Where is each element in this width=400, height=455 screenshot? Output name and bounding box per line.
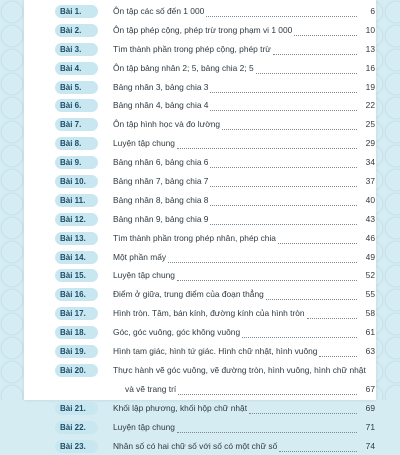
page-number: 58: [359, 304, 375, 323]
toc-row[interactable]: [55, 323, 375, 342]
leader-dots: [168, 261, 357, 263]
leader-dots: [210, 91, 357, 93]
lesson-label: Bài 13.: [55, 232, 98, 245]
lesson-title: Ôn tập bảng nhân 2; 5, bảng chia 2; 5: [113, 59, 254, 78]
lesson-title: Bảng nhân 6, bảng chia 6: [113, 153, 208, 172]
page-number: 69: [359, 399, 375, 418]
leader-dots: [177, 279, 357, 281]
lesson-label: Bài 6.: [55, 99, 98, 112]
toc-row[interactable]: [55, 191, 375, 210]
toc-row[interactable]: [55, 40, 375, 59]
lesson-title: Tìm thành phần trong phép nhân, phép chia: [113, 229, 276, 248]
lesson-title: Bảng nhân 4, bảng chia 4: [113, 96, 208, 115]
lesson-label: Bài 1.: [55, 5, 98, 18]
lesson-title: Ôn tập các số đến 1 000: [113, 2, 204, 21]
leader-dots: [266, 298, 357, 300]
leader-dots: [210, 166, 357, 168]
leader-dots: [278, 242, 357, 244]
page-number: 74: [359, 437, 375, 455]
lesson-title: Nhân số có hai chữ số với số có một chữ số: [113, 437, 277, 455]
page-number: 40: [359, 191, 375, 210]
leader-dots: [279, 450, 357, 452]
lesson-label: Bài 15.: [55, 269, 98, 282]
lesson-label: Bài 22.: [55, 421, 98, 434]
lesson-label: Bài 8.: [55, 137, 98, 150]
lesson-label: Bài 19.: [55, 345, 98, 358]
lesson-label: Bài 18.: [55, 326, 98, 339]
leader-dots: [242, 336, 357, 338]
toc-page: [24, 0, 376, 400]
lesson-label: Bài 12.: [55, 213, 98, 226]
lesson-label: Bài 10.: [55, 175, 98, 188]
lesson-label: Bài 14.: [55, 251, 98, 264]
page-number: 10: [359, 21, 375, 40]
leader-dots: [273, 53, 357, 55]
lesson-title-continued: và vẽ trang trí: [125, 380, 176, 399]
leader-dots: [222, 128, 357, 130]
lesson-title: Luyện tập chung: [113, 266, 175, 285]
page-number: 43: [359, 210, 375, 229]
lesson-title: Ôn tập hình học và đo lường: [113, 115, 220, 134]
toc-row[interactable]: [55, 285, 375, 304]
toc-row[interactable]: [55, 59, 375, 78]
lesson-label: Bài 2.: [55, 24, 98, 37]
lesson-title: Ôn tập phép cộng, phép trừ trong phạm vi 1 000: [113, 21, 292, 40]
leader-dots: [307, 317, 357, 319]
lesson-title: Góc, góc vuông, góc không vuông: [113, 323, 240, 342]
toc-row[interactable]: [55, 399, 375, 418]
lesson-title: Hình tròn. Tâm, bán kính, đường kính của hình tròn: [113, 304, 305, 323]
toc-row[interactable]: [55, 229, 375, 248]
page-number: 34: [359, 153, 375, 172]
toc-row[interactable]: [55, 210, 375, 229]
toc-row[interactable]: [55, 418, 375, 437]
leader-dots: [177, 147, 357, 149]
lesson-title: Bảng nhân 7, bảng chia 7: [113, 172, 208, 191]
toc-row[interactable]: [55, 78, 375, 97]
lesson-title: Khối lập phương, khối hộp chữ nhật: [113, 399, 247, 418]
leader-dots: [177, 431, 357, 433]
page-number: 49: [359, 248, 375, 267]
page-number: 46: [359, 229, 375, 248]
toc-row[interactable]: [55, 115, 375, 134]
leader-dots: [210, 204, 357, 206]
lesson-label: Bài 3.: [55, 43, 98, 56]
toc-row[interactable]: [55, 266, 375, 285]
page-number: 16: [359, 59, 375, 78]
page-number: 22: [359, 96, 375, 115]
lesson-title: Thực hành vẽ góc vuông, vẽ đường tròn, hình vuông, hình chữ nhật: [113, 361, 366, 380]
toc-row[interactable]: [55, 361, 375, 399]
leader-dots: [256, 72, 357, 74]
leader-dots: [249, 412, 357, 414]
lesson-label: Bài 20.: [55, 364, 98, 377]
toc-row[interactable]: [55, 437, 375, 455]
lesson-label: Bài 17.: [55, 307, 98, 320]
leader-dots: [210, 223, 357, 225]
leader-dots: [206, 15, 357, 17]
toc-row[interactable]: [55, 248, 375, 267]
leader-dots: [319, 355, 357, 357]
page-number: 37: [359, 172, 375, 191]
lesson-label: Bài 7.: [55, 118, 98, 131]
toc-row[interactable]: [55, 21, 375, 40]
table-of-contents: [55, 2, 375, 455]
page-number: 61: [359, 323, 375, 342]
toc-row[interactable]: [55, 342, 375, 361]
lesson-label: Bài 21.: [55, 402, 98, 415]
leader-dots: [294, 34, 357, 36]
lesson-label: Bài 9.: [55, 156, 98, 169]
toc-row[interactable]: [55, 304, 375, 323]
leader-dots: [178, 393, 357, 395]
toc-row[interactable]: [55, 153, 375, 172]
page-number: 63: [359, 342, 375, 361]
page-number: 13: [359, 40, 375, 59]
lesson-label: Bài 11.: [55, 194, 98, 207]
lesson-title: Hình tam giác, hình tứ giác. Hình chữ nhật, hình vuông: [113, 342, 317, 361]
lesson-label: Bài 4.: [55, 62, 98, 75]
lesson-title: Bảng nhân 8, bảng chia 8: [113, 191, 208, 210]
leader-dots: [210, 109, 357, 111]
lesson-label: Bài 23.: [55, 440, 98, 453]
lesson-label: Bài 5.: [55, 81, 98, 94]
page-number: 52: [359, 266, 375, 285]
toc-row[interactable]: [55, 2, 375, 21]
page-number: 19: [359, 78, 375, 97]
lesson-title: Luyện tập chung: [113, 418, 175, 437]
lesson-title: Điểm ở giữa, trung điểm của đoạn thẳng: [113, 285, 264, 304]
lesson-title: Bảng nhân 3, bảng chia 3: [113, 78, 208, 97]
page-number: 67: [359, 380, 375, 399]
leader-dots: [210, 185, 357, 187]
page-number: 6: [359, 2, 375, 21]
lesson-title: Một phần mấy: [113, 248, 166, 267]
lesson-title: Tìm thành phần trong phép cộng, phép trừ: [113, 40, 271, 59]
page-number: 55: [359, 285, 375, 304]
page-number: 29: [359, 134, 375, 153]
lesson-title: Bảng nhân 9, bảng chia 9: [113, 210, 208, 229]
page-number: 25: [359, 115, 375, 134]
toc-row[interactable]: [55, 172, 375, 191]
toc-row[interactable]: [55, 134, 375, 153]
toc-row[interactable]: [55, 96, 375, 115]
lesson-title: Luyện tập chung: [113, 134, 175, 153]
lesson-label: Bài 16.: [55, 288, 98, 301]
page-number: 71: [359, 418, 375, 437]
